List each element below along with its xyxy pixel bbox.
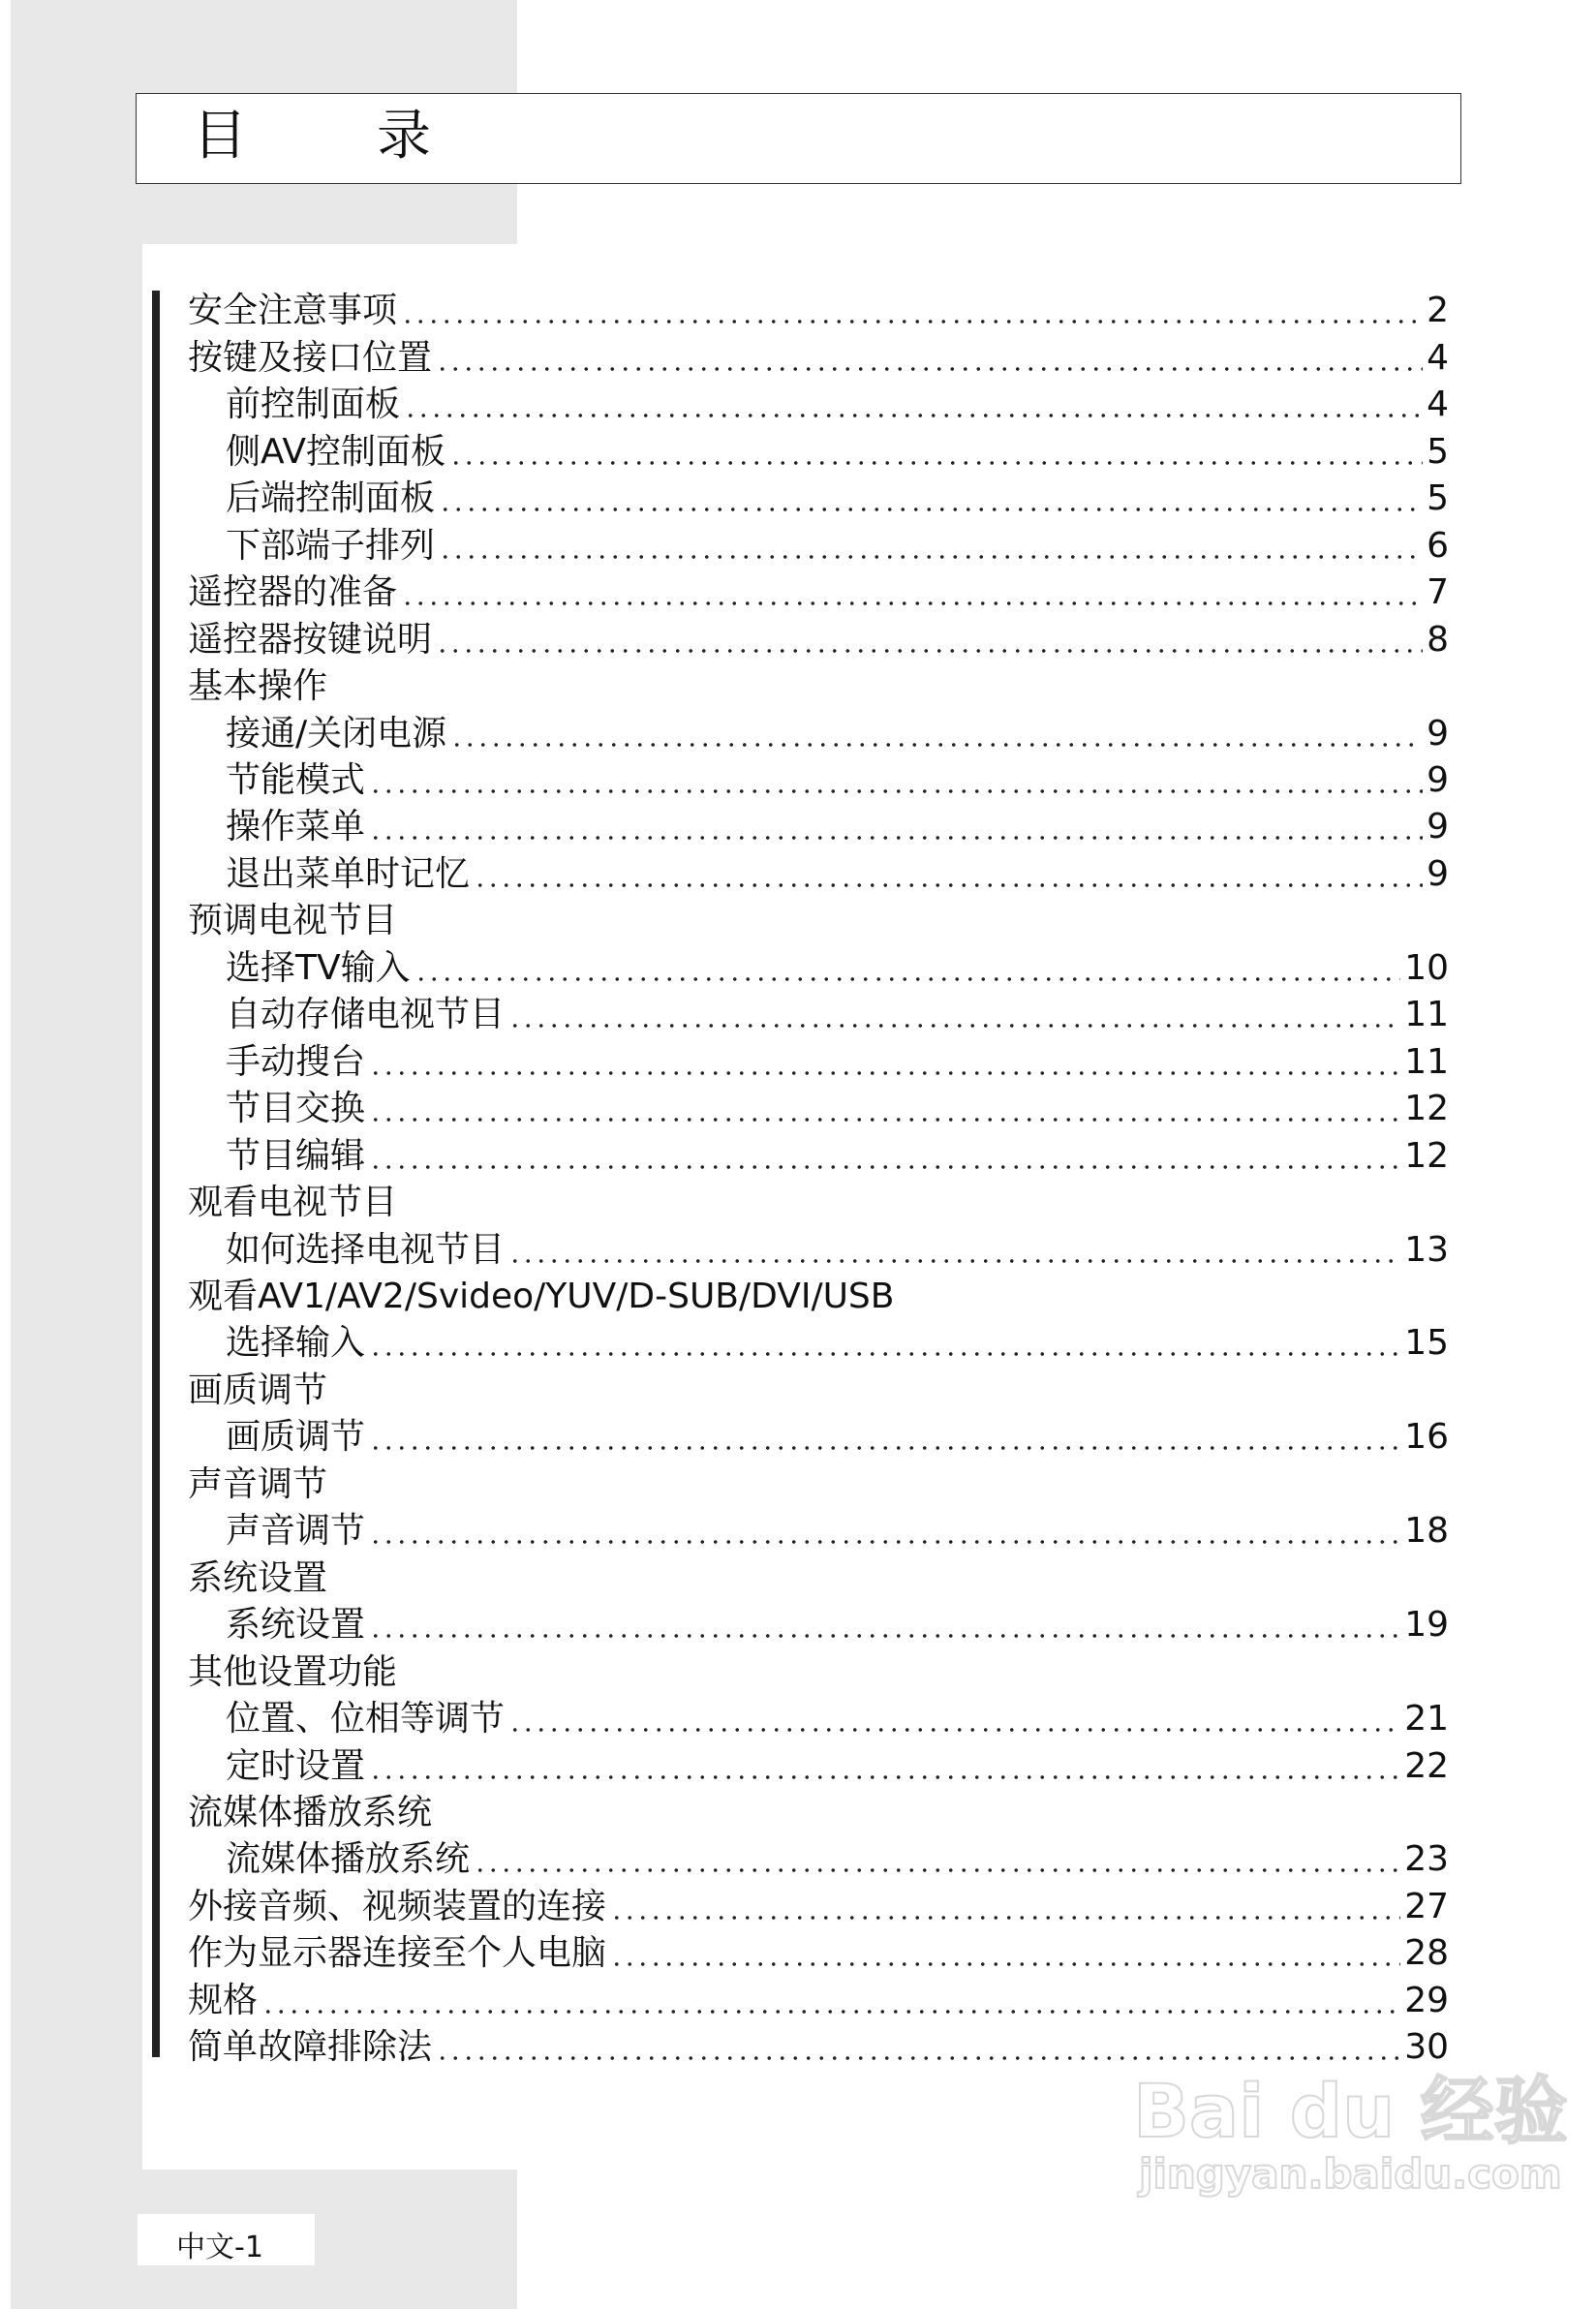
dot-leader [369,1539,1400,1545]
toc-entry-label: 后端控制面板 [226,478,436,519]
dot-leader [401,600,1423,606]
dot-leader [369,788,1423,794]
toc-entry-page: 4 [1427,385,1449,425]
toc-entry[interactable] [188,1272,1449,1318]
toc-entry-label: 遥控器按键说明 [188,619,433,660]
toc-entry-label: 系统设置 [188,1557,328,1598]
toc-entry-page: 30 [1404,2027,1449,2068]
dot-leader [369,1445,1400,1451]
toc-entry-label: 简单故障排除法 [188,2027,433,2068]
toc-entry-label: 系统设置 [226,1605,366,1646]
toc-entry-label: 安全注意事项 [188,291,398,331]
title-char-2: 录 [377,105,431,168]
toc-entry[interactable] [188,1975,1449,2021]
toc-entry-label: 选择输入 [226,1323,366,1364]
toc-entry-page: 11 [1404,1041,1449,1082]
watermark-url: jingyan.baidu.com [1139,2150,1562,2198]
toc-entry-page: 21 [1404,1699,1449,1739]
dot-leader [369,1117,1400,1123]
toc-entry[interactable] [188,1084,1449,1130]
dot-leader [450,742,1423,748]
toc-entry-label: 手动搜台 [226,1041,366,1082]
toc-entry[interactable] [188,662,1449,708]
toc-entry-label: 自动存储电视节目 [226,995,506,1035]
dot-leader [369,1351,1400,1357]
toc-entry-label: 预调电视节目 [188,901,398,941]
toc-entry-label: 选择TV输入 [226,947,411,988]
toc-entry[interactable] [188,990,1449,1036]
toc-entry-page: 5 [1427,431,1449,472]
toc-entry-label: 画质调节 [188,1370,328,1410]
toc-entry-label: 观看电视节目 [188,1183,398,1223]
toc-entry[interactable] [188,520,1449,567]
toc-entry[interactable] [188,848,1449,895]
toc-entry-page: 28 [1404,1933,1449,1974]
toc-entry-page: 18 [1404,1511,1449,1552]
toc-entry-page: 12 [1404,1089,1449,1129]
toc-entry-page: 9 [1427,853,1449,894]
toc-entry[interactable] [188,1130,1449,1177]
toc-entry-label: 前控制面板 [226,385,401,425]
toc-entry-page: 16 [1404,1417,1449,1458]
toc-entry[interactable] [188,332,1449,379]
toc-entry[interactable] [188,1459,1449,1505]
toc-entry-label: 作为显示器连接至个人电脑 [188,1933,607,1974]
toc-entry[interactable] [188,286,1449,332]
dot-leader [369,1774,1400,1780]
toc-entry[interactable] [188,755,1449,802]
toc-entry-label: 下部端子排列 [226,525,436,566]
table-of-contents [188,286,1449,2069]
dot-leader [369,1070,1400,1076]
toc-entry-label: 节能模式 [226,759,366,800]
dot-leader [449,460,1423,466]
toc-entry-label: 侧AV控制面板 [226,431,445,472]
toc-entry[interactable] [188,1834,1449,1881]
dot-leader [439,507,1423,512]
dot-leader [369,835,1423,841]
toc-entry-label: 基本操作 [188,666,328,707]
toc-entry-page: 13 [1404,1229,1449,1270]
toc-entry-label: 位置、位相等调节 [226,1699,506,1739]
toc-entry[interactable] [188,474,1449,520]
toc-entry[interactable] [188,896,1449,942]
dot-leader [508,1023,1400,1029]
dot-leader [474,882,1423,888]
toc-entry-label: 按键及接口位置 [188,337,433,378]
toc-entry-page: 10 [1404,947,1449,988]
toc-entry[interactable] [188,1412,1449,1459]
toc-entry-page: 9 [1427,713,1449,754]
toc-entry-page: 8 [1427,619,1449,660]
toc-entry-label: 退出菜单时记忆 [226,853,471,894]
toc-entry-label: 流媒体播放系统 [188,1792,433,1832]
toc-entry[interactable] [188,1224,1449,1271]
dot-leader [414,976,1401,982]
toc-entry[interactable] [188,1178,1449,1224]
toc-entry-page: 11 [1404,995,1449,1035]
dot-leader [474,1867,1400,1873]
toc-entry[interactable] [188,568,1449,614]
toc-entry[interactable] [188,614,1449,661]
toc-entry-page: 23 [1404,1839,1449,1880]
toc-entry-label: 流媒体播放系统 [226,1839,471,1880]
dot-leader [369,1164,1400,1170]
toc-entry-page: 6 [1427,525,1449,566]
toc-entry-page: 9 [1427,759,1449,800]
toc-entry-label: 接通/关闭电源 [226,713,447,754]
toc-entry[interactable] [188,708,1449,754]
toc-entry[interactable] [188,1928,1449,1975]
toc-entry-label: 声音调节 [188,1463,328,1504]
dot-leader [261,2009,1400,2015]
toc-entry-page: 22 [1404,1745,1449,1786]
toc-entry-label: 操作菜单 [226,807,366,847]
toc-entry-label: 节目编辑 [226,1135,366,1176]
toc-entry-page: 19 [1404,1605,1449,1646]
toc-entry-label: 外接音频、视频装置的连接 [188,1886,607,1926]
toc-side-bar [152,291,160,2057]
gray-panel-left [11,244,142,2309]
toc-entry-label: 其他设置功能 [188,1651,398,1692]
page-number: 中文-1 [176,2231,263,2264]
toc-entry[interactable] [188,1365,1449,1411]
toc-entry-label: 节目交换 [226,1089,366,1129]
toc-entry[interactable] [188,380,1449,426]
toc-entry[interactable] [188,1694,1449,1740]
toc-entry[interactable] [188,1318,1449,1365]
toc-entry[interactable] [188,426,1449,473]
toc-entry-page: 12 [1404,1135,1449,1176]
toc-entry-page: 7 [1427,572,1449,613]
dot-leader [369,1633,1400,1639]
toc-entry-page: 27 [1404,1886,1449,1926]
toc-entry[interactable] [188,1740,1449,1787]
page-title [136,93,1461,184]
toc-entry[interactable] [188,2022,1449,2069]
toc-entry[interactable] [188,1881,1449,1927]
toc-entry[interactable] [188,1553,1449,1599]
toc-entry-page: 2 [1427,291,1449,331]
toc-entry[interactable] [188,1788,1449,1834]
toc-entry-label: 画质调节 [226,1417,366,1458]
dot-leader [508,1727,1400,1733]
toc-entry[interactable] [188,802,1449,848]
dot-leader [436,366,1423,372]
toc-entry-page: 5 [1427,478,1449,519]
toc-entry[interactable] [188,1600,1449,1647]
dot-leader [439,554,1423,560]
toc-entry-label: 声音调节 [226,1511,366,1552]
toc-entry-label: 观看AV1/AV2/Svideo/YUV/D-SUB/DVI/USB [188,1276,895,1316]
toc-entry[interactable] [188,942,1449,989]
title-char-1: 目 [193,105,247,168]
dot-leader [610,1915,1400,1921]
toc-entry[interactable] [188,1647,1449,1693]
toc-entry-label: 遥控器的准备 [188,572,398,613]
toc-entry-label: 定时设置 [226,1745,366,1786]
dot-leader [436,2055,1400,2061]
watermark-logo: Bai du 经验 [1133,2068,1568,2154]
toc-entry[interactable] [188,1506,1449,1553]
toc-entry-page: 15 [1404,1323,1449,1364]
dot-leader [404,413,1423,418]
page-number-box [138,2214,315,2265]
toc-entry-label: 如何选择电视节目 [226,1229,506,1270]
dot-leader [401,319,1423,324]
toc-entry-label: 规格 [188,1980,259,2020]
dot-leader [610,1961,1400,1967]
toc-entry-page: 29 [1404,1980,1449,2020]
dot-leader [436,648,1423,654]
toc-entry-page: 4 [1427,337,1449,378]
toc-entry[interactable] [188,1036,1449,1083]
dot-leader [508,1258,1400,1264]
toc-entry-page: 9 [1427,807,1449,847]
baidu-watermark [1133,2068,1568,2199]
